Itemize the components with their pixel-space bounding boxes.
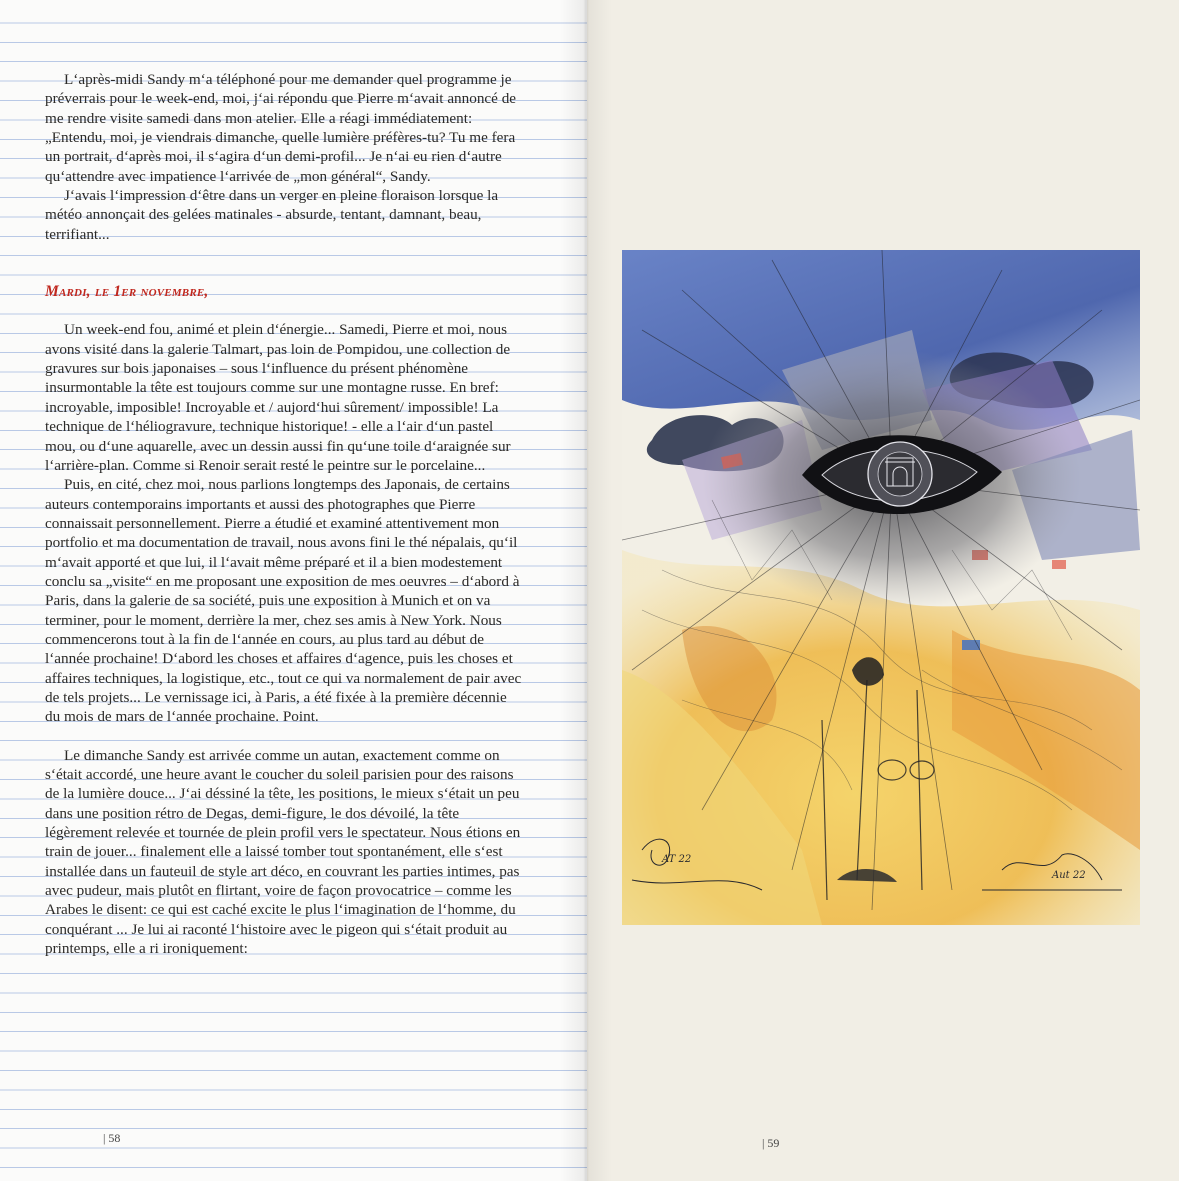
date-heading: Mardi, le 1er novembre, <box>45 283 209 301</box>
paragraph: Un week-end fou, animé et plein d‘énergie... Samedi, Pierre et moi, nous avons visité dans la galerie Talmart, pas loin de Pompidou, une collection de gravures sur bois japonaises – sous l‘influence du présent phénomène insurmontable la tête est toujours comme sur une montagne russe. En bref: incroyable, imposible! Incroyable et / aujord‘hui sûrement/ impossible! La technique de l‘héliogravure, technique historique! - elle a l‘air d‘un pastel mou, ou d‘une aquarelle, avec un dessin aussi fin qu‘une toile d‘araignée sur l‘arrière-plan. Comme si Renoir serait resté le peintre sur le porcelaine... <box>45 321 511 474</box>
artwork-drawing <box>622 250 1140 925</box>
signature-right: Aut 22 <box>1052 870 1086 881</box>
paragraph: J‘avais l‘impression d‘être dans un verger en pleine floraison lorsque la météo annonçait des gelées matinales - absurde, tentant, damnant, beau, terrifiant... <box>45 187 499 243</box>
signature-left: AT 22 <box>662 854 692 865</box>
left-page-text <box>45 70 525 958</box>
page-number-left: | 58 <box>103 1131 121 1145</box>
left-page <box>0 0 587 1181</box>
page-number-right: | 59 <box>762 1136 780 1150</box>
eye-watercolor-illustration <box>622 250 1140 925</box>
paragraph: L‘après-midi Sandy m‘a téléphoné pour me demander quel programme je préverrais pour le week-end, moi, j‘ai répondu que Pierre m‘avait annoncé de me rendre visite samedi dans mon atelier. Elle a réagi immédiatement: „Entendu, moi, je viendrais dimanche, quelle lumière préfères-tu? Tu me fera un portrait, d‘après moi, il s‘agira d‘un demi-profil... Je n‘ai eu rien d‘autre qu‘attendre avec impatience l‘arrivée de „mon général“, Sandy. <box>45 71 517 185</box>
paragraph: Le dimanche Sandy est arrivée comme un autan, exactement comme on s‘était accordé, une heure avant le coucher du soleil parisien pour des raisons de la lumière douce... J‘ai déssiné la tête, les positions, le mieux s‘était un peu dans une position rétro de Degas, demi-figure, le dos dévoilé, la tête légèrement relevée et tournée de plein profil vers le spectateur. Nous étions en train de jouer... finalement elle a laissé tomber tout spontanément, elle s‘est installée dans un fauteuil de style art déco, en couvrant les parties intimes, pas avec pudeur, mais plutôt en flirtant, voire de façon provocatrice – comme les Arabes le disent: ce qui est caché excite le plus l‘imagination de l‘homme, du conquérant ... Je lui ai raconté l‘histoire avec le pigeon qui s‘était produit au printemps, elle a ri ironiquement: <box>45 746 521 958</box>
paragraph: Puis, en cité, chez moi, nous parlions longtemps des Japonais, de certains auteurs contemporains importants et aussi des photographes que Pierre connaissait personnellement. Pierre a étudié et examiné attentivement mon portfolio et ma documentation de travail, nous avons fini le thé népalais, qu‘il m‘avait apporté et que lui, il l‘avait même préparé et il a bien modestement conclu sa „visite“ en me proposant une exposition de mes oeuvres – d‘abord à Paris, dans la galerie de sa société, puis une exposition à Munich et on va terminer, pour le moment, derrière la mer, chez ses amis à New York. Nous commencerons tout à la fin de l‘année en cours, au plus tard au début de l‘année prochaine! D‘abord les choses et affaires d‘agence, puis les choses et affaires techniques, la logistique, etc., tout ce qui va normalement de pair avec de tels projets... Le vernissage ici, à Paris, a été fixée à la première décennie du mois de mars de l‘année prochaine. Point. <box>45 476 522 726</box>
